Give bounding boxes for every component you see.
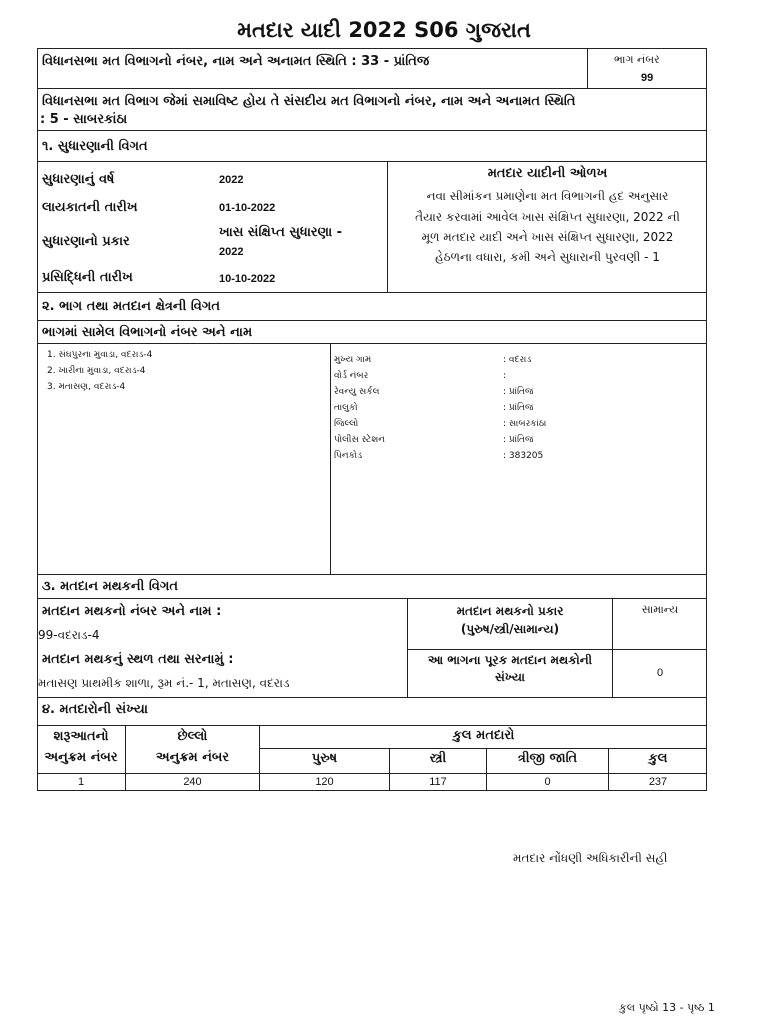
last-serial-value: 240	[183, 776, 202, 788]
section-2-subheading: ભાગમાં સામેલ વિભાગનો નંબર અને નામ	[42, 325, 253, 340]
total-voters-header: કુલ મતદારો	[452, 728, 515, 743]
female-value: 117	[429, 776, 447, 788]
total-value: 237	[648, 776, 668, 788]
section-list-item-1: 1. સંઘપુરના મુવાડા, વદરાડ-4	[47, 350, 153, 360]
parliament-label: વિધાનસભા મત વિભાગ જેમાં સમાવિષ્ટ હોય તે સંસદીય મત વિભાગનો નંબર, નામ અને અનામત સ્થિતિ	[42, 94, 576, 109]
roll-identity-line-1: નવા સીમાંકન પ્રમાણેના મત વિભાગની હદ અનુસાર	[426, 189, 669, 203]
section-1-heading: ૧. સુધારણાની વિગત	[42, 139, 148, 154]
ward-no-value: :	[503, 371, 507, 381]
revision-type-label: સુધારણાનો પ્રકાર	[42, 234, 130, 249]
district-label: જિલ્લો	[334, 419, 359, 429]
last-serial-header-1: છેલ્લો	[177, 729, 208, 744]
pincode-value: : 383205	[503, 451, 544, 461]
station-no-name-label: મતદાન મથકનો નંબર અને નામ :	[42, 604, 222, 619]
signature-label: મતદાર નોંધણી અધિકારીની સહી	[513, 851, 668, 865]
district-value: : સાબરકાંઠા	[503, 419, 547, 429]
revision-year-value: 2022	[219, 174, 244, 186]
section-list-item-3: 3. મતાસણ, વદરાડ-4	[47, 382, 126, 392]
police-station-value: : પ્રાંતિજ	[503, 435, 534, 445]
station-type-label: મતદાન મથકનો પ્રકાર	[456, 604, 564, 618]
revision-type-value: ખાસ સંક્ષિપ્ત સુધારણા -	[219, 225, 343, 240]
third-gender-header: ત્રીજી જાતિ	[517, 751, 578, 766]
roll-identity-line-4: હેઠળના વધારા, કમી અને સુધારાની પુરવણી - 1	[435, 250, 660, 264]
female-header: સ્ત્રી	[429, 751, 447, 766]
page-footer: કુલ પૃષ્ઠો 13 - પૃષ્ઠ 1	[619, 1001, 715, 1014]
publication-date-value: 10-10-2022	[219, 273, 276, 285]
section-2-heading: ૨. ભાગ તથા મતદાન ક્ષેત્રની વિગત	[42, 299, 220, 314]
police-station-label: પોલીસ સ્ટેશન	[334, 435, 385, 445]
main-village-label: મુખ્ય ગામ	[334, 355, 372, 365]
aux-stations-label: આ ભાગના પૂરક મતદાન મથકોની	[427, 653, 593, 667]
revenue-circle-label: રેવન્યુ સર્કલ	[334, 387, 380, 397]
section-list-item-2: 2. ખારીના મુવાડા, વદરાડ-4	[47, 366, 146, 376]
third-gender-value: 0	[544, 776, 551, 788]
roll-identity-line-3: મૂળ મતદાર યાદી અને ખાસ સંક્ષિપ્ત સુધારણા, 2022	[421, 230, 674, 244]
ward-no-label: વોર્ડ નંબર	[334, 371, 369, 381]
total-header: કુલ	[648, 751, 668, 766]
revision-type-year: 2022	[219, 246, 244, 258]
revenue-circle-value: : પ્રાંતિજ	[503, 387, 534, 397]
roll-identity-heading: મતદાર યાદીની ઓળખ	[487, 166, 608, 181]
revision-year-label: સુધારણાનું વર્ષ	[42, 172, 115, 187]
male-value: 120	[315, 776, 334, 788]
qualifying-date-label: લાયકાતની તારીખ	[42, 200, 138, 215]
station-location-value: મતાસણ પ્રાથમીક શાળા, રૂમ નં.- 1, મતાસણ, વદરાડ	[38, 676, 290, 690]
page-title: મતદાર યાદી 2022 S06 ગુજરાત	[237, 18, 531, 42]
start-serial-header-1: શરૂઆતનો	[53, 729, 109, 744]
station-type-sub: (પુરુષ/સ્ત્રી/સામાન્ય)	[460, 622, 560, 636]
publication-date-label: પ્રસિદ્ધિની તારીખ	[42, 270, 133, 285]
part-no-label: ભાગ નંબર	[614, 53, 660, 66]
section-4-heading: ૪. મતદારોની સંખ્યા	[42, 702, 148, 717]
part-no-value: 99	[641, 72, 654, 84]
male-header: પુરુષ	[311, 751, 338, 766]
assembly-label: વિધાનસભા મત વિભાગનો નંબર, નામ અને અનામત સ્થિતિ : 33 - પ્રાંતિજ	[42, 54, 430, 69]
start-serial-value: 1	[77, 776, 85, 788]
start-serial-header-2: અનુક્રમ નંબર	[44, 750, 118, 765]
parliament-value: : 5 - સાબરકાંઠા	[40, 112, 128, 127]
station-location-label: મતદાન મથકનું સ્થળ તથા સરનામું :	[42, 652, 234, 667]
roll-identity-line-2: તૈયાર કરવામાં આવેલ ખાસ સંક્ષિપ્ત સુધારણા, 2022 ની	[415, 210, 680, 224]
taluka-label: તાલુકો	[334, 403, 358, 413]
section-3-heading: ૩. મતદાન મથકની વિગત	[42, 579, 178, 594]
last-serial-header-2: અનુક્રમ નંબર	[155, 750, 230, 765]
station-no-name-value: 99-વદરાડ-4	[38, 628, 100, 642]
taluka-value: : પ્રાંતિજ	[503, 403, 534, 413]
aux-stations-value: 0	[656, 667, 664, 679]
pincode-label: પિનકોડ	[334, 451, 363, 461]
aux-stations-label-2: સંખ્યા	[495, 670, 525, 684]
station-type-value: સામાન્ય	[641, 603, 679, 616]
main-village-value: : વદરાડ	[503, 355, 532, 365]
qualifying-date-value: 01-10-2022	[219, 202, 276, 214]
